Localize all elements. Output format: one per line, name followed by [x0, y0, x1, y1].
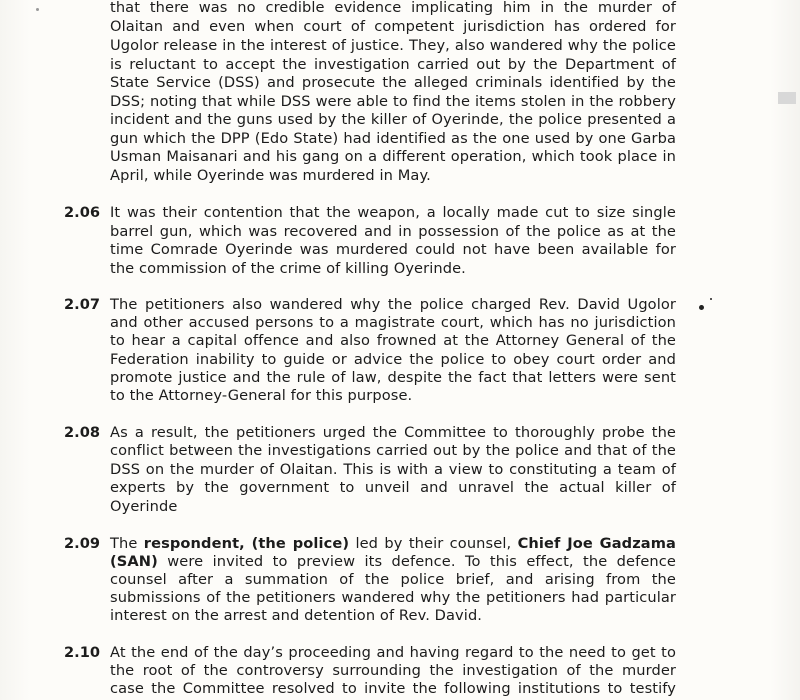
text-line: At the end of the day’s proceeding and having regard to the need to get to — [110, 644, 676, 661]
counsel-bold-text: Chief Joe Gadzama — [517, 535, 677, 552]
text-line — [110, 552, 676, 571]
respondent-bold-text: respondent, (the police) — [143, 535, 350, 552]
text-line: incident and the guns used by the killer of Oyerinde, the police presented a — [110, 111, 676, 128]
text-line: to the Attorney-General for this purpose. — [110, 387, 413, 404]
text-line: April, while Oyerinde was murdered in May. — [110, 167, 431, 184]
text-line: time Comrade Oyerinde was murdered could not have been available for — [110, 241, 676, 258]
paragraph-number: 2.10 — [64, 644, 101, 661]
text-line: to hear a capital offence and also frowned at the Attorney General of the — [110, 332, 676, 349]
text-run: The — [110, 535, 144, 552]
text-line: promote justice and the rule of law, despite the fact that letters were sent — [110, 369, 676, 386]
text-line: and other accused persons to a magistrate court, which has no jurisdiction — [110, 314, 676, 331]
text-line: Ugolor release in the interest of justice. They, also wandered why the police — [110, 37, 676, 54]
text-line: DSS on the murder of Olaitan. This is with a view to constituting a team of — [110, 461, 676, 478]
paragraph-number: 2.09 — [64, 535, 101, 552]
text-run: led by their counsel, — [349, 535, 518, 552]
text-line: interest on the arrest and detention of Rev. David. — [110, 607, 483, 624]
paragraph-number: 2.07 — [64, 296, 101, 313]
text-line: experts by the government to unveil and unravel the actual killer of — [110, 479, 676, 496]
text-line: gun which the DPP (Edo State) had identified as the one used by one Garba — [110, 130, 676, 147]
paragraph-number: 2.06 — [64, 204, 101, 221]
text-line: It was their contention that the weapon, a locally made cut to size single — [110, 204, 676, 221]
san-bold-text: (SAN) — [110, 553, 158, 570]
scan-edge-mark — [778, 92, 796, 104]
text-line: the commission of the crime of killing Oyerinde. — [110, 260, 466, 277]
paragraph-number: 2.08 — [64, 424, 101, 441]
text-line: Olaitan and even when court of competent jurisdiction has ordered for — [110, 18, 676, 35]
text-line: that there was no credible evidence implicating him in the murder of — [110, 0, 676, 16]
text-run: were invited to preview its defence. To this effect, the defence — [157, 553, 676, 570]
scan-speck — [710, 298, 712, 300]
scan-speck — [36, 8, 39, 11]
text-line: case the Committee resolved to invite the following institutions to testify — [110, 680, 676, 697]
text-line: DSS; noting that while DSS were able to find the items stolen in the robbery — [110, 93, 676, 110]
text-line: the root of the controversy surrounding the investigation of the murder — [110, 662, 676, 679]
text-line: State Service (DSS) and prosecute the alleged criminals identified by the — [110, 74, 676, 91]
scan-speck — [699, 305, 704, 310]
text-line: barrel gun, which was recovered and in possession of the police as at the — [110, 223, 676, 240]
text-line: is reluctant to accept the investigation carried out by the Department of — [110, 56, 676, 73]
text-line: conflict between the investigations carried out by the police and that of the — [110, 442, 676, 459]
text-line: The petitioners also wandered why the police charged Rev. David Ugolor — [110, 296, 676, 313]
text-line: Oyerinde — [110, 498, 178, 515]
text-line: Usman Maisanari and his gang on a different operation, which took place in — [110, 148, 676, 165]
text-line: counsel after a summation of the police brief, and arising from the — [110, 571, 676, 588]
text-line: Federation inability to guide or advice the police to obey court order and — [110, 351, 676, 368]
text-line: As a result, the petitioners urged the Committee to thoroughly probe the — [110, 424, 676, 441]
text-line — [110, 534, 676, 553]
text-line: submissions of the petitioners wandered why the petitioners had particular — [110, 589, 676, 606]
